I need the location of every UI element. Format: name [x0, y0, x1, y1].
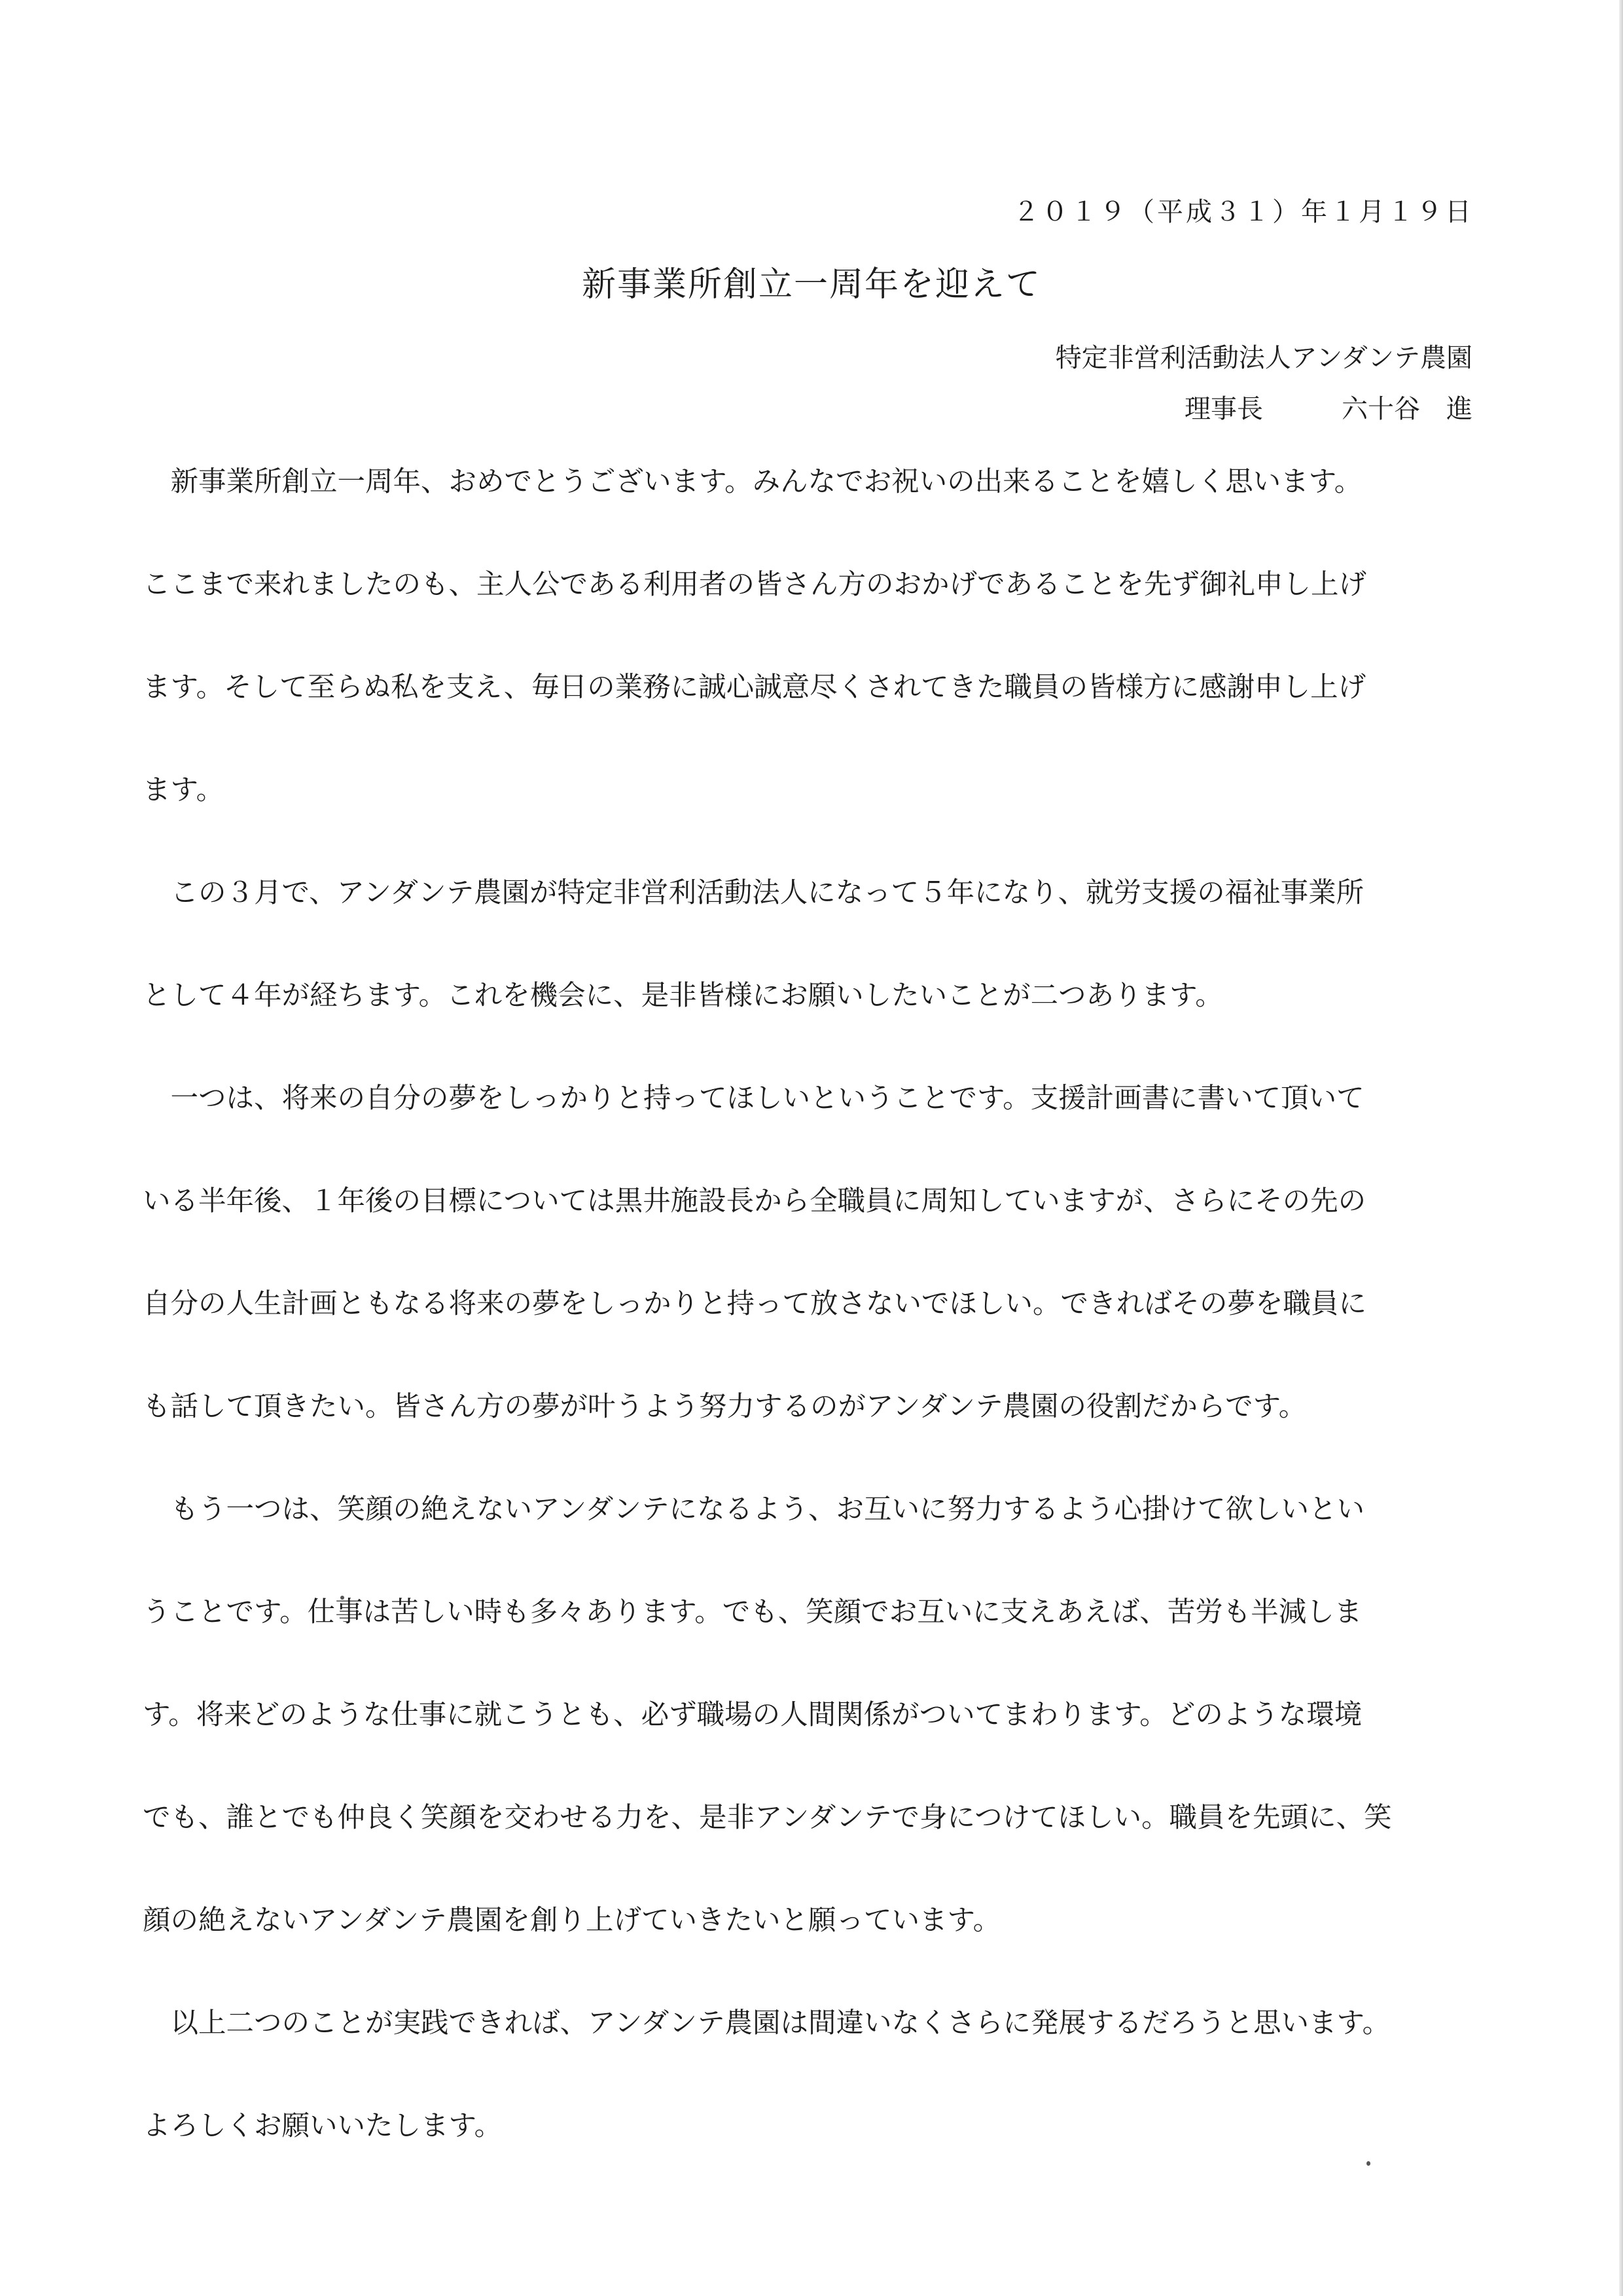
scan-edge-shadow — [1619, 0, 1623, 2296]
text-line: もう一つは、笑顔の絶えないアンダンテになるよう、お互いに努力するよう心掛けて欲しいとい — [143, 1494, 1365, 1526]
text-line: す。将来どのような仕事に就こうとも、必ず職場の人間関係がついてまわります。どのような環境 — [143, 1699, 1363, 1731]
paragraph-1 — [143, 446, 1478, 857]
text-line: 一つは、将来の自分の夢をしっかりと持ってほしいということです。支援計画書に書いて頂いて — [143, 1083, 1364, 1115]
paragraph-5 — [143, 1988, 1478, 2193]
text-line: 以上二つのことが実践できれば、アンダンテ農園は間違いなくさらに発展するだろうと思います。 — [143, 2007, 1391, 2039]
text-line: うことです。仕事は苦しい時も多々あります。でも、笑顔でお互いに支えあえば、苦労も半減しま — [143, 1596, 1363, 1628]
paragraph-4 — [143, 1474, 1478, 1988]
text-line: いる半年後、１年後の目標については黒井施設長から全職員に周知していますが、さらにその先の — [143, 1185, 1366, 1217]
text-line: 新事業所創立一周年、おめでとうございます。みんなでお祝いの出来ることを嬉しく思います。 — [143, 466, 1363, 498]
text-line: この３月で、アンダンテ農園が特定非営利活動法人になって５年になり、就労支援の福祉事業所 — [143, 877, 1364, 909]
text-line: でも、誰とでも仲良く笑顔を交わせる力を、是非アンダンテで身につけてほしい。職員を先頭に、笑 — [143, 1802, 1392, 1834]
signatory-role: 理事長 — [1185, 394, 1263, 424]
text-line: として４年が経ちます。これを機会に、是非皆様にお願いしたいことが二つあります。 — [143, 980, 1223, 1012]
paragraph-2 — [143, 857, 1478, 1063]
text-line: 自分の人生計画ともなる将来の夢をしっかりと持って放さないでほしい。できればその夢を職員に — [143, 1288, 1367, 1320]
text-line: ます。 — [143, 774, 224, 806]
letter-body — [143, 446, 1478, 2193]
signatory — [1185, 388, 1472, 425]
text-line: 顔の絶えないアンダンテ農園を創り上げていきたいと願っています。 — [143, 1905, 1001, 1937]
text-line: よろしくお願いいたします。 — [143, 2110, 503, 2142]
document-title: 新事業所創立一周年を迎えて — [581, 265, 1041, 304]
text-line: ます。そして至らぬ私を支え、毎日の業務に誠心誠意尽くされてきた職員の皆様方に感謝申し上げ — [143, 672, 1366, 704]
document-date: ２０１９（平成３１）年１月１９日 — [1013, 197, 1474, 227]
text-line: ここまで来れましたのも、主人公である利用者の皆さん方のおかげであることを先ず御礼申し上げ — [143, 569, 1367, 601]
text-line: も話して頂きたい。皆さん方の夢が叶うよう努力するのがアンダンテ農園の役割だからです。 — [143, 1391, 1307, 1423]
signatory-name: 六十谷 進 — [1342, 394, 1472, 424]
organization-name: 特定非営利活動法人アンダンテ農園 — [1055, 343, 1472, 373]
paragraph-3 — [143, 1063, 1478, 1474]
